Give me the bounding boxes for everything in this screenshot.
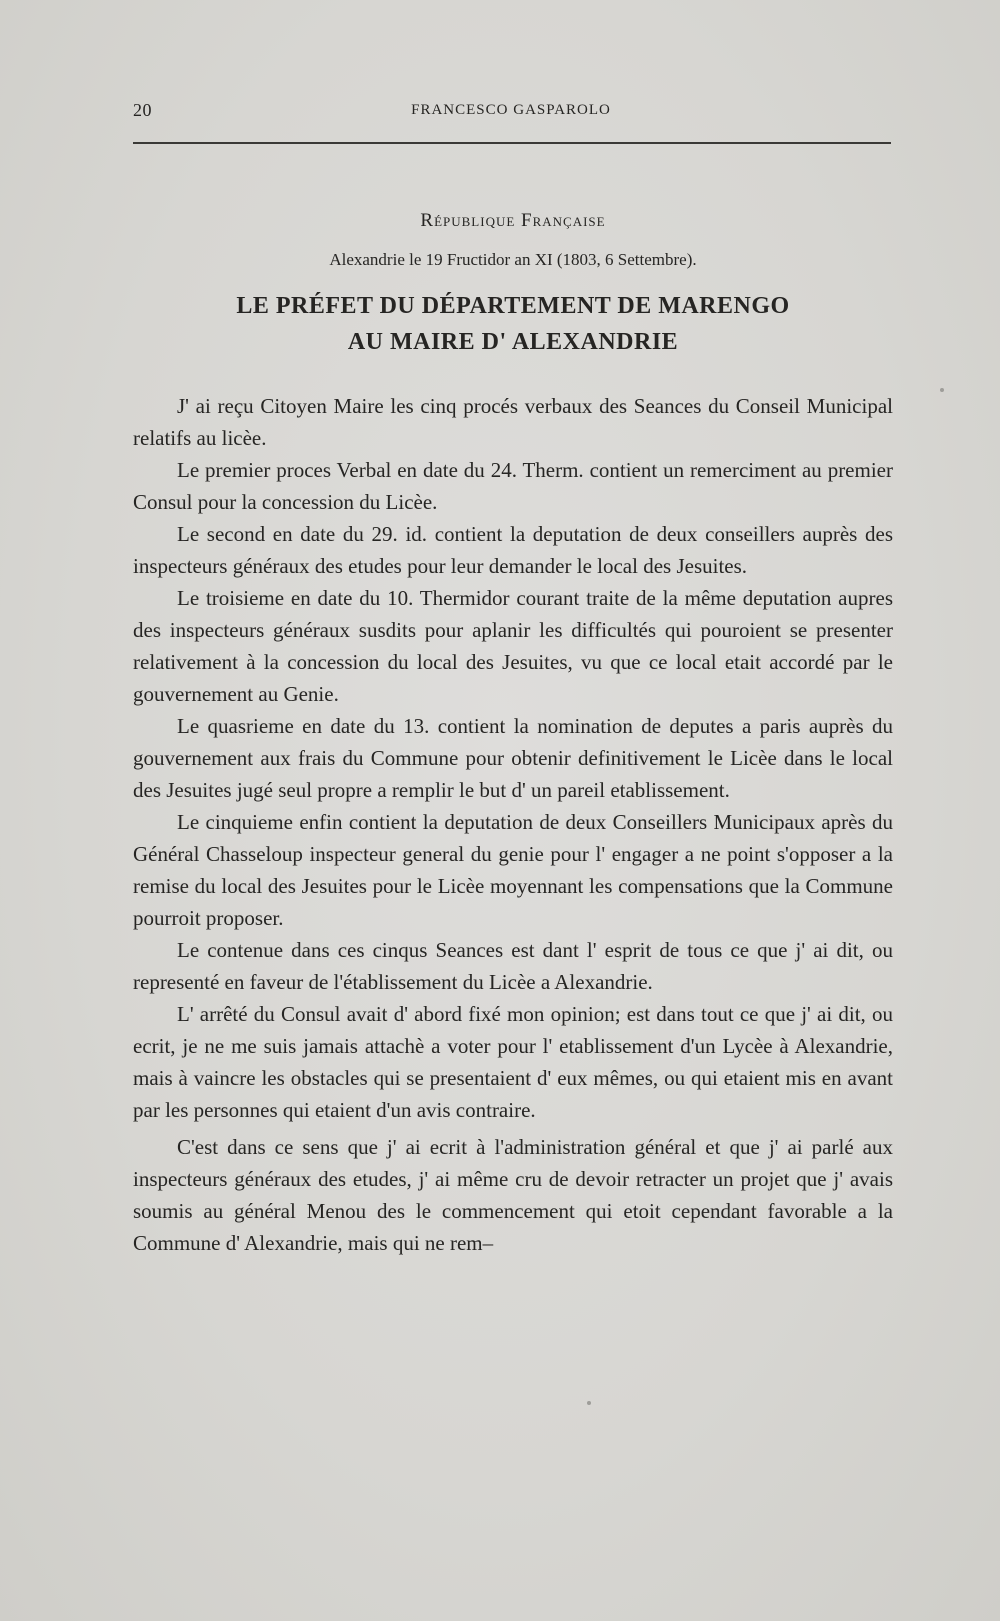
page-content [133, 210, 893, 1259]
header-rule [133, 142, 891, 144]
paragraph: Le premier proces Verbal en date du 24. Therm. contient un remerciment au premier Consul pour la concession du Licèe. [133, 458, 893, 514]
republic-title: République Française [420, 210, 606, 231]
paper-speck [587, 1401, 591, 1405]
letter-heading [133, 288, 893, 360]
letter-body [133, 390, 893, 1259]
paragraph: Le contenue dans ces cinqus Seances est dant l' esprit de tous ce que j' ai dit, ou representé en faveur de l'établissement du Licèe a Alexandrie. [133, 938, 893, 994]
paragraph: Le second en date du 29. id. contient la deputation de deux conseillers auprès des inspecteurs généraux des etudes pour leur demander le local des Jesuites. [133, 522, 893, 578]
paragraph: Le troisieme en date du 10. Thermidor courant traite de la même deputation aupres des inspecteurs généraux susdits pour aplanir les difficultés qui pouroient se presenter relativement à la concession du local des Jesuites, vu que ce local etait accordé par le gouvernement au Genie. [133, 586, 893, 706]
paragraph: Le cinquieme enfin contient la deputation de deux Conseillers Municipaux après du Général Chasseloup inspecteur general du genie pour l' engager a ne point s'opposer a la remise du local des Jesuites pour le Licèe moyennant les compensations que la Commune pourroit proposer. [133, 810, 893, 930]
running-head [133, 100, 889, 130]
running-head-author: FRANCESCO GASPAROLO [411, 102, 611, 118]
paragraph: J' ai reçu Citoyen Maire les cinq procés verbaux des Seances du Conseil Municipal relatifs au licèe. [133, 394, 893, 450]
heading-line-2: AU MAIRE D' ALEXANDRIE [347, 329, 679, 355]
heading-line-1: LE PRÉFET DU DÉPARTEMENT DE MARENGO [236, 293, 790, 319]
page-number: 20 [133, 100, 152, 120]
paragraph: C'est dans ce sens que j' ai ecrit à l'administration général et que j' ai parlé aux inspecteurs généraux des etudes, j' ai même cru de devoir retracter un projet que j' avais soumis au général Menou des le commencement qui etoit cependant favorable a la Commune d' Alexandrie, mais qui ne rem– [133, 1135, 893, 1255]
paper-speck [940, 388, 944, 392]
dateline: Alexandrie le 19 Fructidor an XI (1803, 6 Settembre). [329, 250, 697, 269]
paragraph: L' arrêté du Consul avait d' abord fixé mon opinion; est dans tout ce que j' ai dit, ou ecrit, je ne me suis jamais attachè a voter pour l' etablissement d'un Lycèe à Alexandrie, mais à vaincre les obstacles qui se presentaient d' eux mêmes, ou qui etaient mis en avant par les personnes qui etaient d'un avis contraire. [133, 1002, 893, 1122]
paragraph: Le quasrieme en date du 13. contient la nomination de deputes a paris auprès du gouvernement aux frais du Commune pour obtenir definitivement le Licèe dans le local des Jesuites jugé seul propre a remplir le but d' un pareil etablissement. [133, 714, 893, 802]
